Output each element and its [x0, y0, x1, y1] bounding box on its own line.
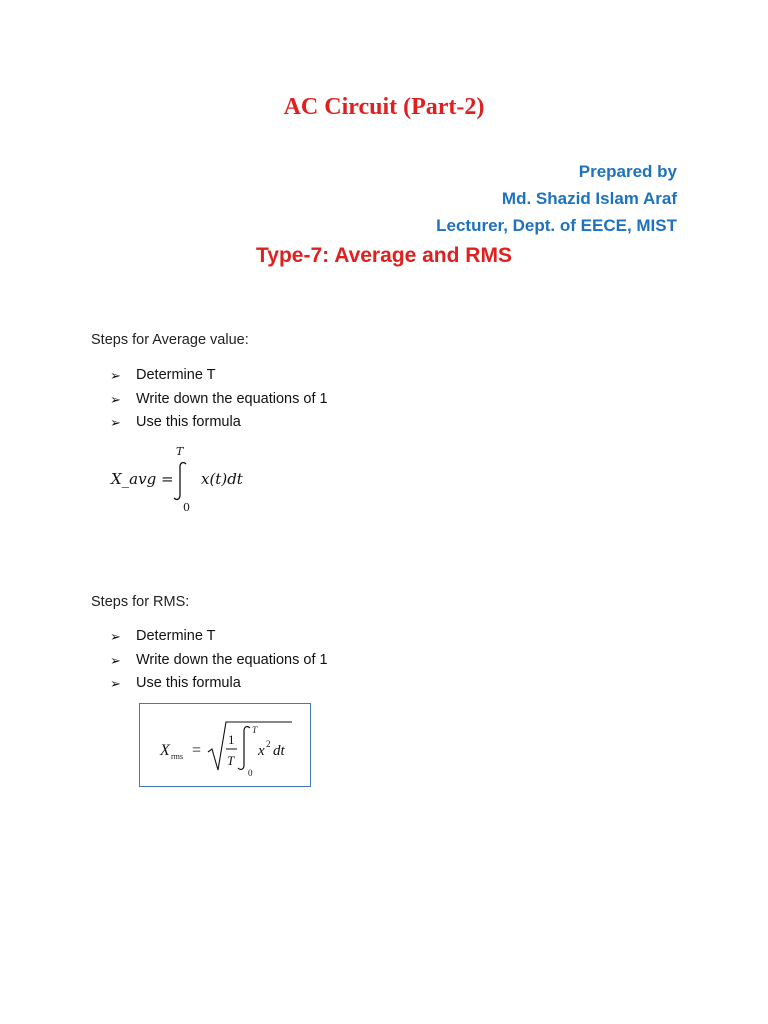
list-item [110, 625, 328, 649]
step-text: Write down the equations of 1 [136, 651, 328, 668]
integral-upper-limit: T [176, 445, 184, 458]
arrowhead-bullet-icon: ➢ [110, 415, 121, 430]
list-item [110, 388, 328, 412]
integral-sign-icon [174, 463, 186, 500]
formula-integrand: x(t)dt [201, 470, 243, 488]
integrand-exponent: 2 [266, 739, 271, 749]
integrand-var: x [258, 743, 265, 759]
average-steps-list [110, 364, 328, 435]
list-item [110, 649, 328, 673]
list-item [110, 411, 328, 435]
fraction-denominator: T [227, 753, 235, 768]
rms-lhs-subscript: rms [171, 752, 183, 761]
list-item [110, 672, 328, 696]
arrowhead-bullet-icon: ➢ [110, 629, 121, 644]
integral-lower-limit: 0 [248, 768, 253, 778]
integrand-differential: dt [273, 743, 285, 759]
rms-lhs-var: X [160, 742, 170, 759]
arrowhead-bullet-icon: ➢ [110, 391, 121, 407]
rms-formula-box [139, 703, 311, 787]
rms-steps-list [110, 625, 328, 696]
author-position: Lecturer, Dept. of EECE, MIST [436, 216, 677, 235]
document-title: AC Circuit (Part-2) [283, 94, 485, 120]
section-heading: Type-7: Average and RMS [256, 244, 512, 267]
step-text: Determine T [136, 367, 216, 383]
step-text: Write down the equations of 1 [136, 390, 328, 407]
list-item [110, 364, 328, 388]
step-text: Use this formula [136, 675, 241, 691]
step-text: Determine T [136, 628, 216, 644]
average-steps-label: Steps for Average value: [91, 332, 249, 348]
formula-lhs: X_avg = [111, 470, 174, 488]
integral-lower-limit: 0 [183, 501, 190, 514]
rms-equals: = [192, 742, 202, 759]
prepared-by-label: Prepared by [578, 162, 677, 181]
rms-formula [140, 704, 310, 786]
step-text: Use this formula [136, 414, 241, 430]
integral-sign-icon [238, 727, 250, 770]
rms-steps-label: Steps for RMS: [91, 594, 190, 610]
arrowhead-bullet-icon: ➢ [110, 652, 121, 668]
average-formula [100, 440, 300, 520]
arrowhead-bullet-icon: ➢ [110, 676, 121, 691]
author-name: Md. Shazid Islam Araf [501, 189, 677, 208]
fraction-numerator: 1 [228, 732, 235, 747]
arrowhead-bullet-icon: ➢ [110, 368, 121, 383]
integral-upper-limit: T [252, 725, 258, 735]
